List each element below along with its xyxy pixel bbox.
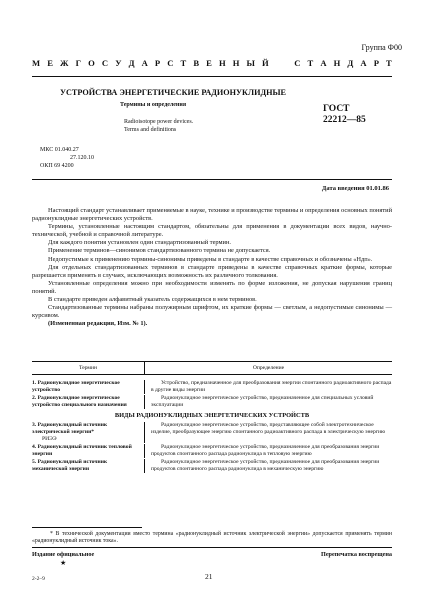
doc-subtitle: Термины и определения bbox=[120, 102, 187, 108]
column-header-definition: Определение bbox=[252, 364, 285, 371]
definition-cell: Радионуклидное энергетическое устройство, предназначенное для преобразования энергии продуктов спонтанного распада радионуклида в механическую энергию bbox=[144, 459, 392, 473]
paragraph: Применение терминов—синонимов стандартизованного термина не допускается. bbox=[48, 247, 271, 255]
amendment-note: (Измененная редакция, Изм. № 1). bbox=[48, 320, 148, 328]
banner-letter: Ы bbox=[246, 58, 255, 68]
banner-letter bbox=[285, 58, 287, 68]
table-row bbox=[32, 395, 392, 409]
term-abbreviation: РИЭЭ bbox=[42, 436, 57, 442]
banner-letter: В bbox=[193, 58, 200, 68]
header-rule bbox=[32, 76, 392, 77]
section-heading: ВИДЫ РАДИОНУКЛИДНЫХ ЭНЕРГЕТИЧЕСКИХ УСТРОЙСТВ bbox=[114, 412, 310, 419]
banner-letter: Й bbox=[262, 58, 269, 68]
classification-codes bbox=[40, 146, 94, 170]
okp-code: ОКП 69 4200 bbox=[40, 163, 74, 169]
gost-label: ГОСТ bbox=[323, 104, 350, 114]
banner-letter: А bbox=[320, 58, 327, 68]
definition-cell: Радионуклидное энергетическое устройство, предназначенное для специальных условий эксплуатации bbox=[144, 395, 392, 409]
english-title-line-1: Radioisotope power devices. bbox=[124, 119, 194, 125]
paragraph: Термины, установленные настоящим стандартом, обязательны для применения в документации всех видов, научно-технической, учебной и справочной литературе. bbox=[32, 223, 392, 239]
table-row bbox=[32, 444, 392, 458]
banner-letter: М bbox=[32, 58, 41, 68]
banner-letter: С bbox=[167, 58, 174, 68]
banner-letter: С bbox=[101, 58, 109, 68]
paragraph: Недопустимые к применению термины-синонимы приведены в стандарте в качестве справочных и обозначены «Ндп». bbox=[48, 255, 373, 263]
banner-letter: Н bbox=[333, 58, 341, 68]
term-cell: 2. Радионуклидное энергетическое устройство специального назначения bbox=[32, 395, 127, 408]
effective-date: Дата введения 01.01.86 bbox=[321, 185, 389, 192]
term-cell: 1. Радионуклидное энергетическое устройство bbox=[32, 380, 120, 393]
footer-rule bbox=[32, 547, 392, 548]
footnote: * В технической документации вместо термина «радионуклидный источник электрической энергии» допускается применять термин «радионуклидный источник тока». bbox=[32, 531, 392, 544]
english-title-line-2: Terms and definitions bbox=[124, 127, 177, 133]
mks-code-2: 27.120.10 bbox=[70, 155, 94, 161]
banner-letter: А bbox=[141, 58, 148, 68]
banner-letter: Г bbox=[75, 58, 82, 68]
page-number: 21 bbox=[205, 572, 213, 581]
table-row bbox=[32, 422, 392, 443]
banner-letter: А bbox=[360, 58, 367, 68]
banner-letter: С bbox=[294, 58, 301, 68]
intro-text bbox=[32, 207, 392, 328]
gost-code: 22212—85 bbox=[323, 115, 366, 125]
terms-table bbox=[32, 361, 392, 473]
definition-cell: Радионуклидное энергетическое устройство, представляющее собой электротехническое изделие, преобразующее энергию спонтанного радиоактивного распада в электрическую энергию bbox=[144, 422, 392, 443]
banner-letter: Е bbox=[206, 58, 212, 68]
official-edition-label: Издание официальное bbox=[32, 551, 95, 558]
paragraph: Стандартизованные термины набраны полужирным шрифтом, их краткие формы — светлым, а недопустимые синонимы — курсивом. bbox=[32, 304, 392, 320]
banner-letter: Т bbox=[386, 58, 392, 68]
term-cell: 5. Радионуклидный источник механической энергии bbox=[32, 459, 108, 472]
banner-letter: Р bbox=[154, 58, 161, 68]
banner-letter bbox=[276, 58, 278, 68]
banner-letter: Ж bbox=[60, 58, 69, 68]
definition-cell: Устройство, предназначенное для преобразования энергии спонтанного радиоактивного распада в другие виды энергии bbox=[144, 380, 392, 394]
star-mark: ★ bbox=[60, 559, 67, 567]
paragraph: Для каждого понятия установлен один стандартизованный термин. bbox=[48, 239, 231, 247]
doc-title: УСТРОЙСТВА ЭНЕРГЕТИЧЕСКИЕ РАДИОНУКЛИДНЫЕ bbox=[60, 88, 286, 97]
paragraph: В стандарте приведен алфавитный указатель содержащихся в нем терминов. bbox=[48, 296, 257, 304]
column-header-term: Термин bbox=[32, 362, 145, 374]
definition-cell: Радионуклидное энергетическое устройство, предназначенное для преобразования энергии продуктов спонтанного распада радионуклида в тепловую энергию bbox=[144, 444, 392, 458]
banner-letter: Р bbox=[373, 58, 379, 68]
reprint-prohibited-label: Перепечатка воспрещена bbox=[321, 551, 392, 558]
banner-letter: У bbox=[115, 58, 122, 68]
banner-letter: О bbox=[88, 58, 95, 68]
english-title bbox=[124, 118, 193, 134]
table-header bbox=[32, 361, 392, 375]
term-cell bbox=[32, 422, 144, 443]
footnote-rule bbox=[32, 527, 142, 528]
table-row bbox=[32, 380, 392, 394]
term-text: 3. Радионуклидный источник электрической энергии* bbox=[32, 422, 108, 435]
paragraph: Настоящий стандарт устанавливает применяемые в науке, технике и производстве термины и определения основных понятий радионуклидные энергетических устройств. bbox=[32, 207, 392, 223]
banner-letter: Е bbox=[47, 58, 53, 68]
table-row bbox=[32, 459, 392, 473]
banner-letter: Т bbox=[307, 58, 314, 68]
term-cell: 4. Радионуклидный источник тепловой энергии bbox=[32, 444, 132, 457]
paragraph: Для отдельных стандартизованных терминов в стандарте приведены в качестве справочных краткие формы, которые разрешается применять в случаях, исключающих возможность их различного толкования. bbox=[32, 263, 392, 279]
banner-letter: Т bbox=[180, 58, 187, 68]
group-code: Группа Ф00 bbox=[361, 43, 402, 52]
gost-number bbox=[323, 104, 366, 126]
paragraph: Установленные определения можно при необходимости изменять по форме изложения, не допуская нарушения границ понятий. bbox=[32, 279, 392, 295]
print-code: 2-2–9 bbox=[32, 576, 45, 582]
banner-letter: Д bbox=[347, 58, 354, 68]
banner-letter: Н bbox=[218, 58, 226, 68]
mks-code-1: МКС 01.040.27 bbox=[40, 147, 79, 153]
interstate-standard-banner bbox=[32, 58, 392, 68]
date-rule bbox=[32, 179, 392, 180]
banner-letter: Н bbox=[232, 58, 240, 68]
banner-letter: Д bbox=[128, 58, 135, 68]
